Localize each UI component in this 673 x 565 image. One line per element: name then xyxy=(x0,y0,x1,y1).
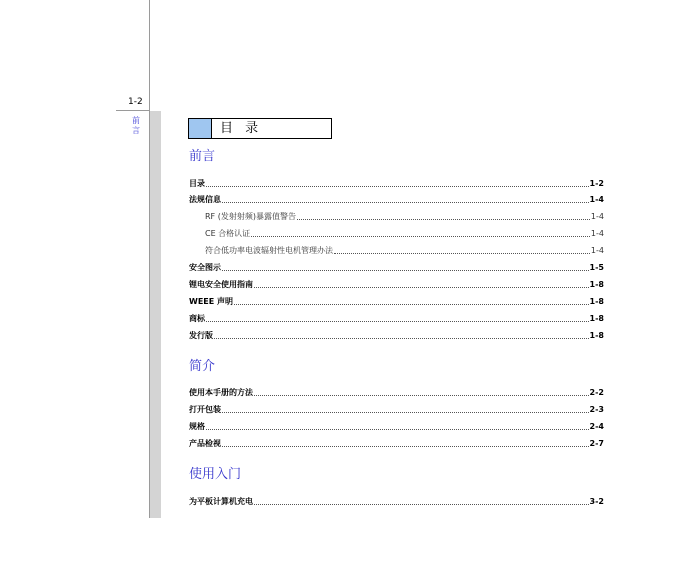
toc-entry[interactable] xyxy=(189,262,604,274)
toc-entry-label: 发行版 xyxy=(189,331,213,340)
toc-leader-dots xyxy=(214,338,589,339)
side-chapter-label: 前言 xyxy=(132,116,140,135)
toc-entry-page: 1-8 xyxy=(589,297,604,306)
toc-entry-label: 商标 xyxy=(189,314,205,323)
section-heading: 简介 xyxy=(189,359,216,374)
toc-entry[interactable] xyxy=(205,245,604,257)
toc-leader-dots xyxy=(222,412,589,413)
toc-entry[interactable] xyxy=(189,387,604,399)
toc-leader-dots xyxy=(254,504,589,505)
toc-entry[interactable] xyxy=(189,496,604,508)
toc-leader-dots xyxy=(334,253,590,254)
toc-entry-page: 1-4 xyxy=(590,246,604,255)
toc-entry-label: 规格 xyxy=(189,422,205,431)
toc-entry-label: 打开包装 xyxy=(189,405,221,414)
toc-entry[interactable] xyxy=(189,421,604,433)
toc-entry-page: 2-2 xyxy=(589,388,604,397)
toc-entry-page: 1-4 xyxy=(590,212,604,221)
toc-entry[interactable] xyxy=(189,279,604,291)
toc-entry-page: 2-3 xyxy=(589,405,604,414)
toc-entry-label: 安全图示 xyxy=(189,263,221,272)
section-heading: 使用入门 xyxy=(189,467,242,482)
toc-entry-label: 法规信息 xyxy=(189,195,221,204)
toc-entry[interactable] xyxy=(189,178,604,190)
toc-entry[interactable] xyxy=(189,438,604,450)
toc-entry-page: 3-2 xyxy=(589,497,604,506)
toc-leader-dots xyxy=(222,446,589,447)
toc-leader-dots xyxy=(206,186,589,187)
toc-leader-dots xyxy=(234,304,589,305)
toc-entry-label: 符合低功率电波辐射性电机管理办法 xyxy=(205,246,333,255)
toc-entry-label: CE 合格认证 xyxy=(205,229,251,238)
toc-entry-label: 目录 xyxy=(189,179,205,188)
toc-entry-page: 1-8 xyxy=(589,331,604,340)
page-number-rule xyxy=(116,110,150,111)
toc-entry[interactable] xyxy=(205,228,604,240)
toc-entry[interactable] xyxy=(189,330,604,342)
toc-leader-dots xyxy=(297,219,590,220)
toc-leader-dots xyxy=(222,202,589,203)
toc-entry-page: 1-4 xyxy=(589,195,604,204)
section-heading: 前言 xyxy=(189,149,216,164)
toc-entry[interactable] xyxy=(189,313,604,325)
toc-entry-page: 2-7 xyxy=(589,439,604,448)
toc-entry-label: 使用本手册的方法 xyxy=(189,388,253,397)
toc-entry[interactable] xyxy=(205,211,604,223)
toc-title-box xyxy=(188,118,332,139)
toc-entry[interactable] xyxy=(189,296,604,308)
toc-title: 目 录 xyxy=(220,121,263,136)
toc-entry-label: RF (发射射频)暴露值警告 xyxy=(205,212,296,221)
page-number: 1-2 xyxy=(128,97,143,107)
toc-entry-label: 产品检视 xyxy=(189,439,221,448)
toc-entry-page: 2-4 xyxy=(589,422,604,431)
toc-leader-dots xyxy=(254,287,589,288)
title-accent-block xyxy=(189,119,212,138)
toc-entry-label: 为平板计算机充电 xyxy=(189,497,253,506)
toc-entry-page: 1-4 xyxy=(590,229,604,238)
toc-entry-label: WEEE 声明 xyxy=(189,297,234,306)
toc-entry[interactable] xyxy=(189,404,604,416)
toc-leader-dots xyxy=(206,321,589,322)
toc-leader-dots xyxy=(254,395,589,396)
toc-entry[interactable] xyxy=(189,194,604,206)
toc-entry-page: 1-8 xyxy=(589,314,604,323)
toc-leader-dots xyxy=(251,236,590,237)
toc-entry-page: 1-5 xyxy=(589,263,604,272)
margin-strip xyxy=(150,111,161,518)
toc-entry-page: 1-8 xyxy=(589,280,604,289)
toc-leader-dots xyxy=(206,429,589,430)
toc-entry-label: 锂电安全使用指南 xyxy=(189,280,253,289)
toc-entry-page: 1-2 xyxy=(589,179,604,188)
toc-leader-dots xyxy=(222,270,589,271)
